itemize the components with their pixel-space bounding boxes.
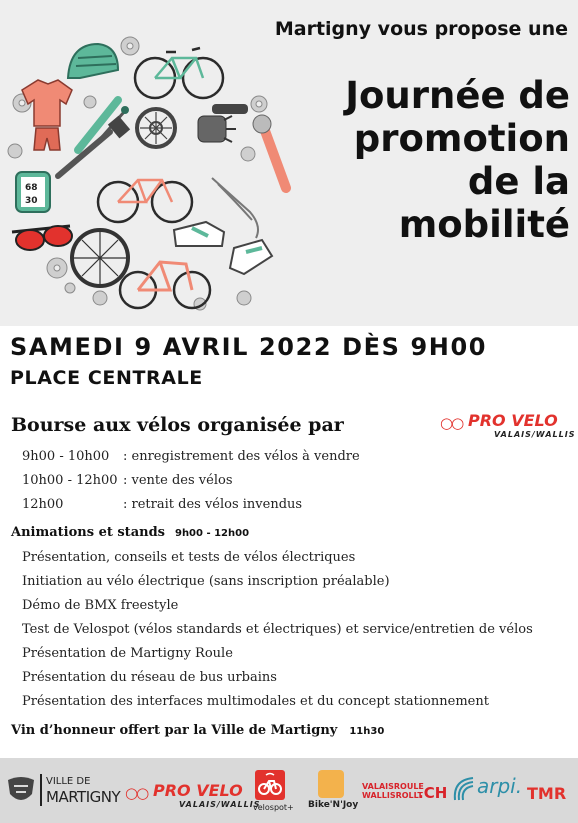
page-title — [345, 74, 570, 246]
ville-label: VILLE DE — [46, 776, 91, 787]
schedule-row — [22, 449, 360, 464]
ville-martigny-logo — [6, 770, 122, 810]
wheel-icon — [137, 109, 175, 147]
schedule-row — [22, 473, 232, 488]
provelo-name: PRO VELO — [468, 411, 558, 430]
bike-icon — [255, 770, 285, 800]
provelo-rings-icon: ○○ — [440, 414, 463, 432]
event-place: PLACE CENTRALE — [10, 367, 203, 389]
list-item: Test de Velospot (vélos standards et électriques) et service/entretien de vélos — [22, 622, 533, 637]
vin-text: Vin d’honneur offert par la Ville de Martigny — [11, 723, 338, 738]
schedule-desc: : enregistrement des vélos à vendre — [123, 449, 360, 464]
arpi-logo — [451, 774, 523, 816]
list-item: Initiation au vélo électrique (sans inscription préalable) — [22, 574, 390, 589]
sunglasses-icon — [12, 226, 72, 250]
wrench-icon — [253, 115, 286, 188]
title-line: promotion — [353, 117, 570, 160]
speed-reading-1: 68 — [25, 183, 38, 193]
cycling-illustration — [0, 22, 300, 322]
list-item: Présentation de Martigny Roule — [22, 646, 233, 661]
divider — [40, 774, 42, 806]
vin-honneur — [11, 723, 384, 738]
provelo-logo — [440, 410, 576, 440]
schedule-time: 9h00 - 10h00 — [22, 449, 110, 464]
provelo-rings-icon: ○○ — [125, 784, 148, 802]
provelo-sub: VALAIS/WALLIS — [494, 430, 576, 439]
bikejoy-logo — [306, 770, 358, 820]
provelo-sub: VALAIS/WALLIS — [179, 800, 261, 809]
wheel-icon — [72, 230, 128, 286]
title-line: de la — [467, 160, 570, 203]
arpi-label: arpi. — [477, 774, 523, 798]
title-line: mobilité — [398, 203, 570, 246]
title-line: Journée de — [345, 74, 570, 117]
provelo-name: PRO VELO — [153, 781, 243, 800]
list-item: Présentation du réseau de bus urbains — [22, 670, 277, 685]
bicycle-icon — [135, 48, 223, 98]
bikejoy-icon — [318, 770, 344, 798]
valaisroule-line1: VALAISROULE — [362, 782, 424, 791]
list-item: Démo de BMX freestyle — [22, 598, 179, 613]
provelo-footer-logo — [125, 780, 261, 810]
animations-title: Animations et stands — [11, 525, 165, 540]
schedule-desc: : vente des vélos — [123, 473, 233, 488]
velospot-label: velospot+ — [253, 803, 294, 812]
schedule-time: 10h00 - 12h00 — [22, 473, 118, 488]
velospot-logo — [253, 770, 294, 818]
event-date: SAMEDI 9 AVRIL 2022 DÈS 9H00 — [10, 333, 488, 361]
list-item: Présentation des interfaces multimodales et du concept stationnement — [22, 694, 489, 709]
speedometer-icon — [16, 172, 50, 212]
schedule-row — [22, 497, 302, 512]
valaisroule-line2: WALLISROLLT — [362, 791, 423, 800]
valaisroule-logo — [362, 782, 448, 812]
sponsor-footer — [0, 758, 578, 823]
bourse-heading: Bourse aux vélos organisée par — [11, 414, 344, 436]
martigny-label: MARTIGNY — [46, 788, 121, 806]
jersey-icon — [22, 80, 72, 150]
bicycle-icon — [98, 180, 192, 222]
bike-light-icon — [198, 104, 248, 142]
animations-heading — [11, 525, 249, 540]
valaisroule-ch: .CH — [418, 784, 448, 802]
coat-of-arms-icon — [6, 776, 36, 804]
animations-hours: 9h00 - 12h00 — [174, 528, 250, 539]
header-panel — [0, 0, 578, 326]
schedule-time: 12h00 — [22, 497, 64, 512]
bike-helmet-icon — [68, 44, 118, 78]
arpi-swirl-icon — [451, 774, 477, 804]
bikejoy-label: Bike'N'Joy — [308, 800, 359, 810]
schedule-desc: : retrait des vélos invendus — [123, 497, 303, 512]
speed-reading-2: 30 — [25, 196, 38, 206]
vin-time: 11h30 — [349, 726, 385, 737]
list-item: Présentation, conseils et tests de vélos électriques — [22, 550, 356, 565]
tmr-logo: TMR — [527, 784, 567, 803]
tagline: Martigny vous propose une — [274, 18, 568, 40]
